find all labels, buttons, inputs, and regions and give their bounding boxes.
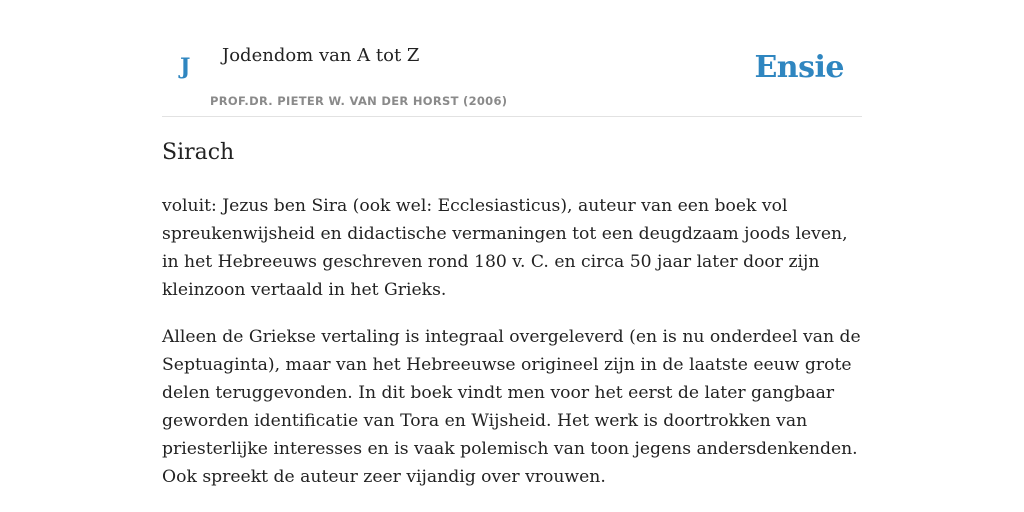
article-paragraph: voluit: Jezus ben Sira (ook wel: Ecclesiasticus), auteur van een boek vol spreukenwijsheid en didactische vermaningen tot een deugdzaam joods leven, in het Hebreeuws geschreven rond 180 v. C. en circa 50 jaar later door zijn kleinzoon vertaald in het Grieks.: [162, 196, 848, 300]
book-initial-logo[interactable]: J: [180, 54, 191, 80]
article-paragraph: Alleen de Griekse vertaling is integraal overgeleverd (en is nu onderdeel van de Septuaginta), maar van het Hebreeuwse origineel zijn in de laatste eeuw grote delen teruggevonden. In dit boek vindt men voor het eerst de later gangbaar geworden identificatie van Tora en Wijsheid. Het werk is doortrokken van priesterlijke interesses en is vaak polemisch van toon jegens andersdenkenden. Ook spreekt de auteur zeer vijandig over vrouwen.: [162, 327, 861, 487]
article-body: [162, 192, 862, 510]
header: [162, 0, 862, 117]
article-title: Sirach: [162, 140, 235, 165]
book-author: PROF.DR. PIETER W. VAN DER HORST (2006): [210, 94, 508, 108]
ensie-logo-link[interactable]: Ensie: [754, 50, 844, 85]
book-title-link[interactable]: Jodendom van A tot Z: [222, 45, 420, 66]
